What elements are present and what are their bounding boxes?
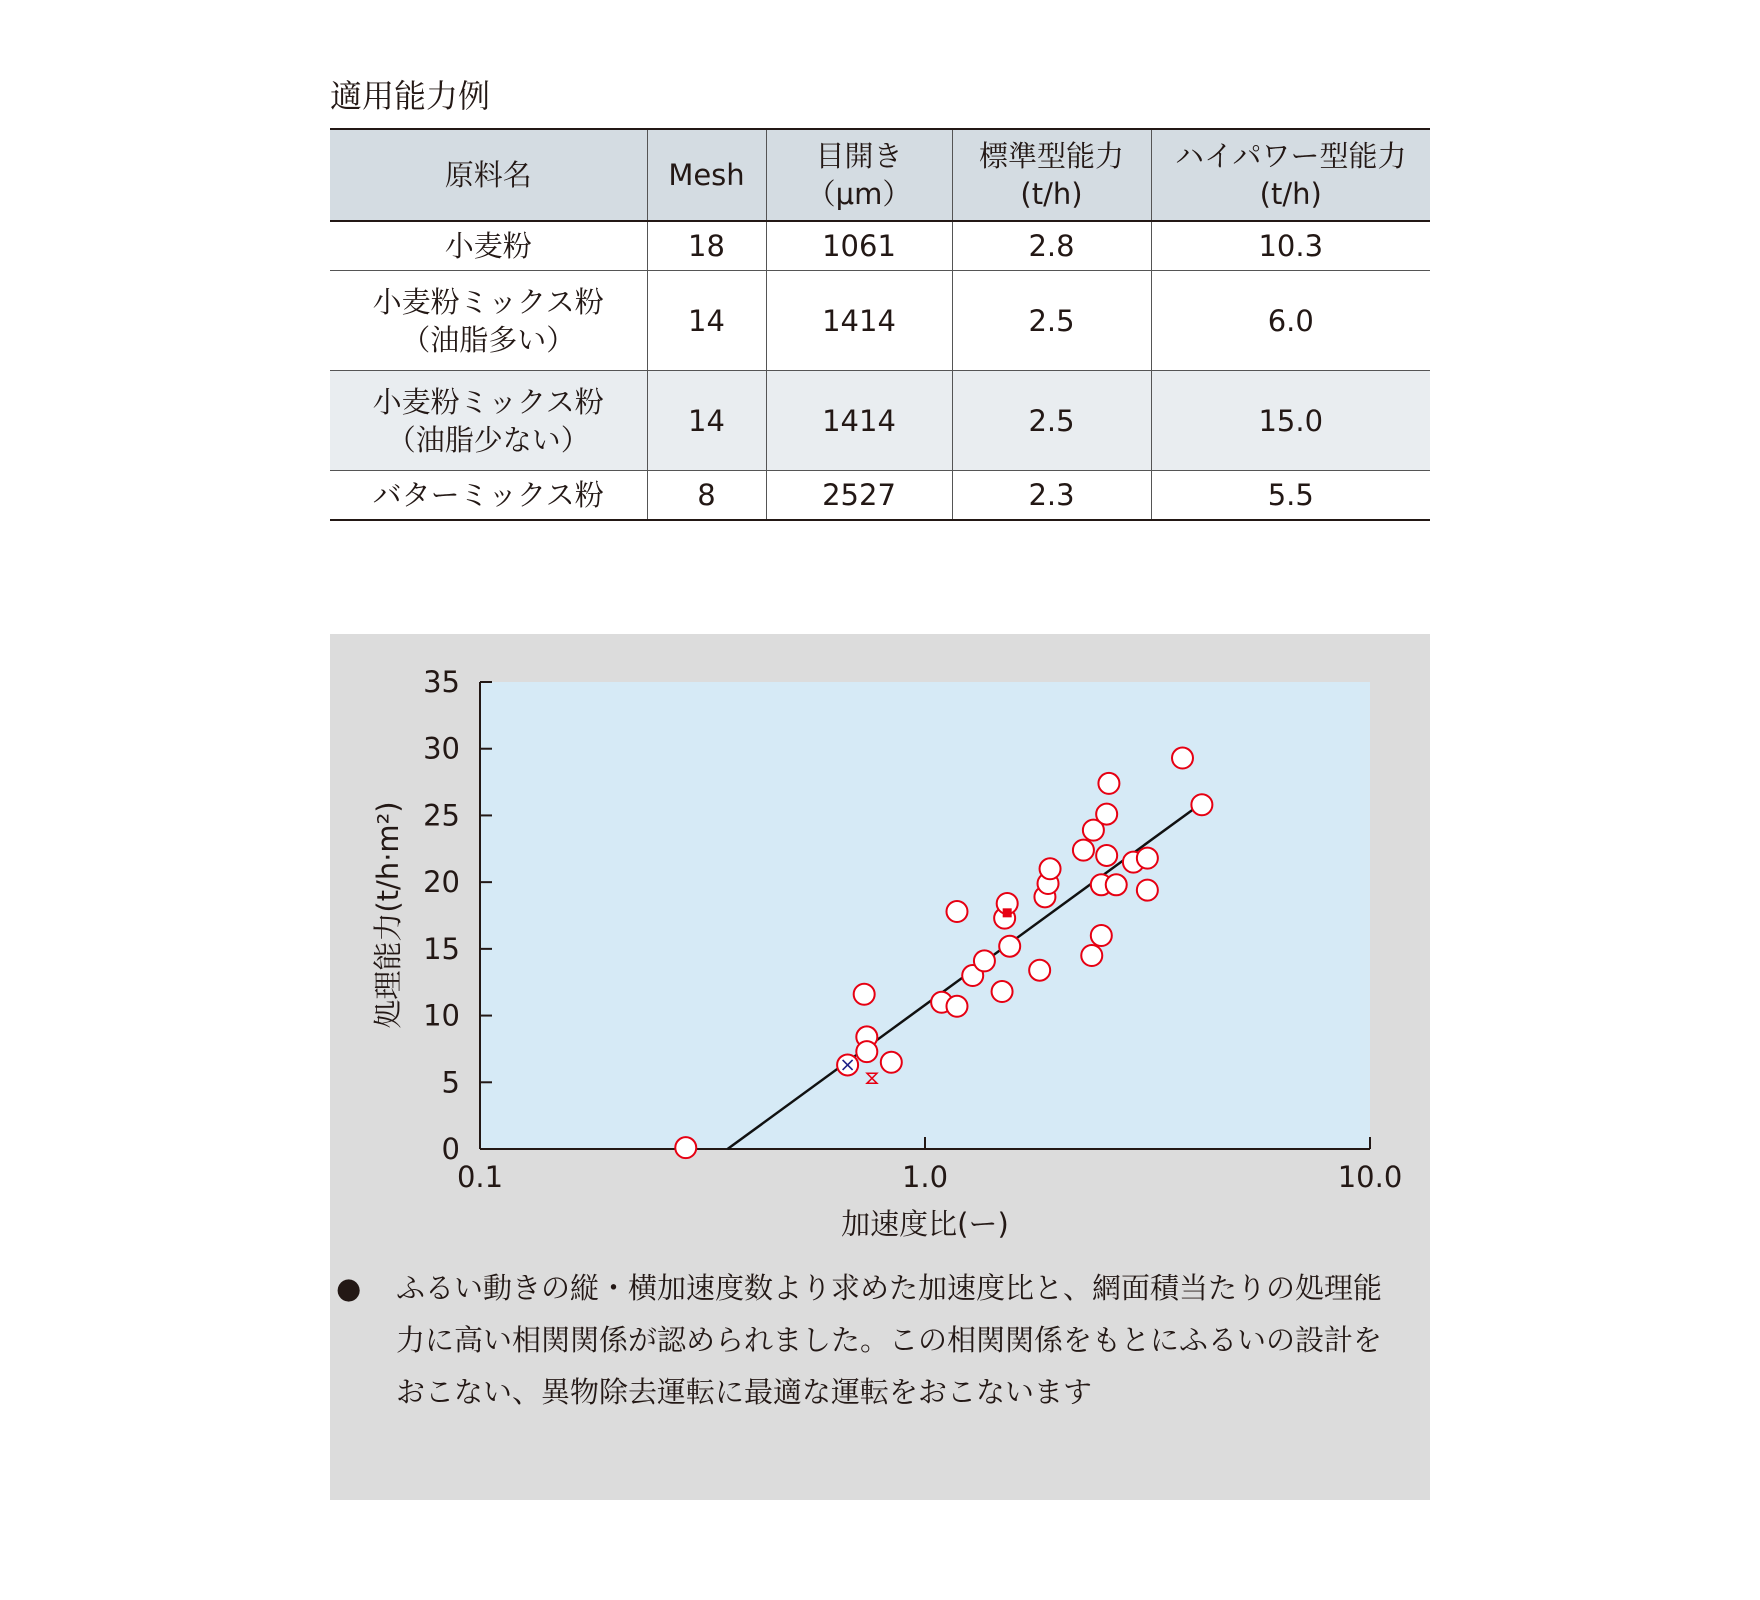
note-text: ふるい動きの縦・横加速度数より求めた加速度比と、網面積当たりの処理能力に高い相関関係が認められました。この相関関係をもとにふるいの設計をおこない、異物除去運転に最適な運転をおこないます [396, 1271, 1383, 1409]
data-point [881, 1052, 902, 1073]
cell-high-power: 6.0 [1151, 271, 1430, 371]
cell-high-power: 15.0 [1151, 371, 1430, 471]
cell-mesh: 8 [647, 471, 766, 521]
cell-standard: 2.5 [952, 371, 1151, 471]
data-point [1096, 845, 1117, 866]
cell-material: バターミックス粉 [330, 471, 647, 521]
cell-high-power: 5.5 [1151, 471, 1430, 521]
table-row [330, 471, 1430, 521]
data-point [946, 901, 967, 922]
data-point [1040, 858, 1061, 879]
data-point [946, 996, 967, 1017]
plot-area [480, 682, 1370, 1149]
chart-note [336, 1262, 1396, 1418]
x-tick-label: 0.1 [456, 1160, 504, 1194]
cell-mesh: 14 [647, 271, 766, 371]
cell-standard: 2.5 [952, 271, 1151, 371]
capacity-table [330, 128, 1430, 521]
header-standard-capacity: 標準型能力 (t/h) [952, 129, 1151, 221]
cell-standard: 2.8 [952, 221, 1151, 271]
cell-opening: 1414 [766, 271, 952, 371]
cell-mesh: 14 [647, 371, 766, 471]
header-material: 原料名 [330, 129, 647, 221]
table-header-row [330, 129, 1430, 221]
cell-material: 小麦粉ミックス粉 （油脂少ない） [330, 371, 647, 471]
data-point [1106, 874, 1127, 895]
cell-opening: 2527 [766, 471, 952, 521]
data-point [1081, 945, 1102, 966]
x-tick-label: 1.0 [901, 1160, 949, 1194]
data-point [1096, 804, 1117, 825]
header-high-power-capacity: ハイパワー型能力 (t/h) [1151, 129, 1430, 221]
data-point [1172, 748, 1193, 769]
filled-square-marker [1003, 908, 1012, 917]
y-tick-label: 25 [423, 798, 460, 833]
cell-mesh: 18 [647, 221, 766, 271]
data-point [999, 936, 1020, 957]
cell-standard: 2.3 [952, 471, 1151, 521]
x-axis-label: 加速度比(ー) [841, 1207, 1009, 1241]
cell-opening: 1061 [766, 221, 952, 271]
cell-opening: 1414 [766, 371, 952, 471]
data-point [1029, 960, 1050, 981]
data-point [1073, 840, 1094, 861]
table-title: 適用能力例 [330, 77, 491, 115]
scatter-chart [330, 634, 1430, 1254]
chart-panel [330, 634, 1430, 1500]
cell-material: 小麦粉 [330, 221, 647, 271]
cell-material: 小麦粉ミックス粉 （油脂多い） [330, 271, 647, 371]
header-opening: 目開き （μm） [766, 129, 952, 221]
x-tick-label: 10.0 [1337, 1160, 1403, 1194]
data-point [974, 950, 995, 971]
data-point [1091, 925, 1112, 946]
data-point [854, 984, 875, 1005]
cell-high-power: 10.3 [1151, 221, 1430, 271]
data-point [1191, 794, 1212, 815]
y-tick-label: 20 [423, 865, 460, 900]
table-row [330, 271, 1430, 371]
data-point [1098, 773, 1119, 794]
table-row [330, 371, 1430, 471]
y-tick-label: 35 [423, 665, 460, 699]
y-tick-label: 10 [423, 998, 460, 1033]
y-axis-label: 処理能力(t/h·m²) [371, 801, 405, 1029]
header-mesh: Mesh [647, 129, 766, 221]
y-tick-label: 0 [441, 1132, 460, 1166]
data-point [856, 1041, 877, 1062]
y-tick-label: 30 [423, 731, 460, 766]
y-tick-label: 15 [423, 931, 460, 966]
data-point [1137, 880, 1158, 901]
data-point [992, 981, 1013, 1002]
note-bullet: ● [336, 1271, 362, 1305]
data-point [1137, 848, 1158, 869]
y-tick-label: 5 [441, 1065, 460, 1100]
data-point [675, 1137, 696, 1158]
table-row [330, 221, 1430, 271]
